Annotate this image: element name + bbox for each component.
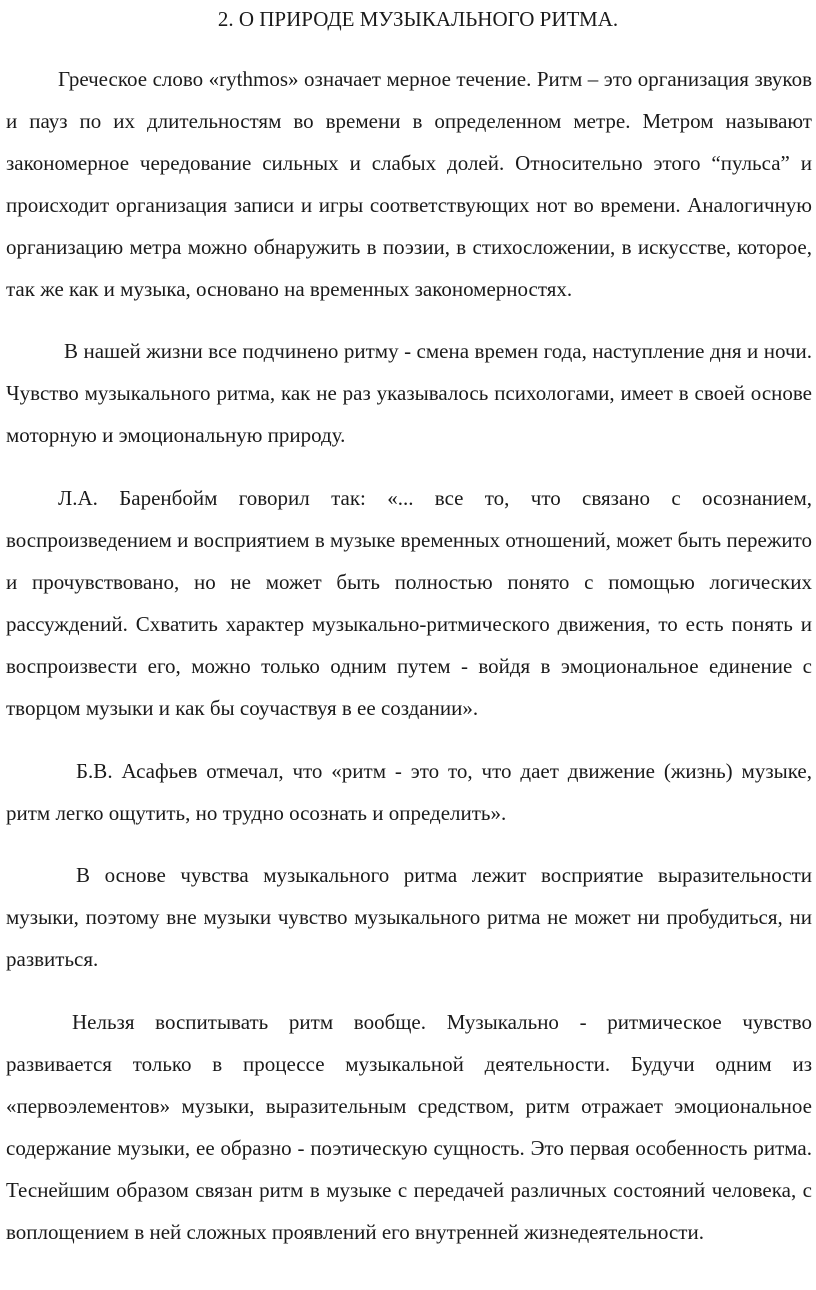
paragraph-barenboim-quote: Л.А. Баренбойм говорил так: «... все то, что связано с осознанием, воспроизведением и восприятием в музыке временных отношений, может быть пережито и прочувствовано, но не может быть полностью понято с помощью логических рассуждений. Схватить характер музыкально-ритмического движения, то есть понять и воспроизвести его, можно только одним путем - войдя в эмоциональное единение с творцом музыки и как бы соучаствуя в ее создании».: [6, 486, 812, 720]
paragraph-life-rhythm: В нашей жизни все подчинено ритму - смена времен года, наступление дня и ночи. Чувство музыкального ритма, как не раз указывалось психологами, имеет в своей основе моторную и эмоциональную природу.: [6, 339, 812, 448]
paragraph-expressiveness: В основе чувства музыкального ритма лежит восприятие выразительности музыки, поэтому вне музыки чувство музыкального ритма не может ни пробудиться, ни развиться.: [6, 863, 812, 972]
paragraph-rhythm-definition: Греческое слово «rythmos» означает мерное течение. Ритм – это организация звуков и пауз по их длительностям во времени в определенном метре. Метром называют закономерное чередование сильных и слабых долей. Относительно этого “пульса” и происходит организация записи и игры соответствующих нот во времени. Аналогичную организацию метра можно обнаружить в поэзии, в стихосложении, в искусстве, которое, так же как и музыка, основано на временных закономерностях.: [6, 67, 812, 301]
paragraph-asafiev-quote: Б.В. Асафьев отмечал, что «ритм - это то, что дает движение (жизнь) музыке, ритм легко ощутить, но трудно осознать и определить».: [6, 758, 812, 825]
section-title: 2. О ПРИРОДЕ МУЗЫКАЛЬНОГО РИТМА.: [217, 7, 619, 31]
paragraph-rhythm-feeling: Нельзя воспитывать ритм вообще. Музыкально - ритмическое чувство развивается только в процессе музыкальной деятельности. Будучи одним из «первоэлементов» музыки, выразительным средством, ритм отражает эмоциональное содержание музыки, ее образно - поэтическую сущность. Это первая особенность ритма. Теснейшим образом связан ритм в музыке с передачей различных состояний человека, с воплощением в ней сложных проявлений его внутренней жизнедеятельности.: [6, 1010, 812, 1244]
